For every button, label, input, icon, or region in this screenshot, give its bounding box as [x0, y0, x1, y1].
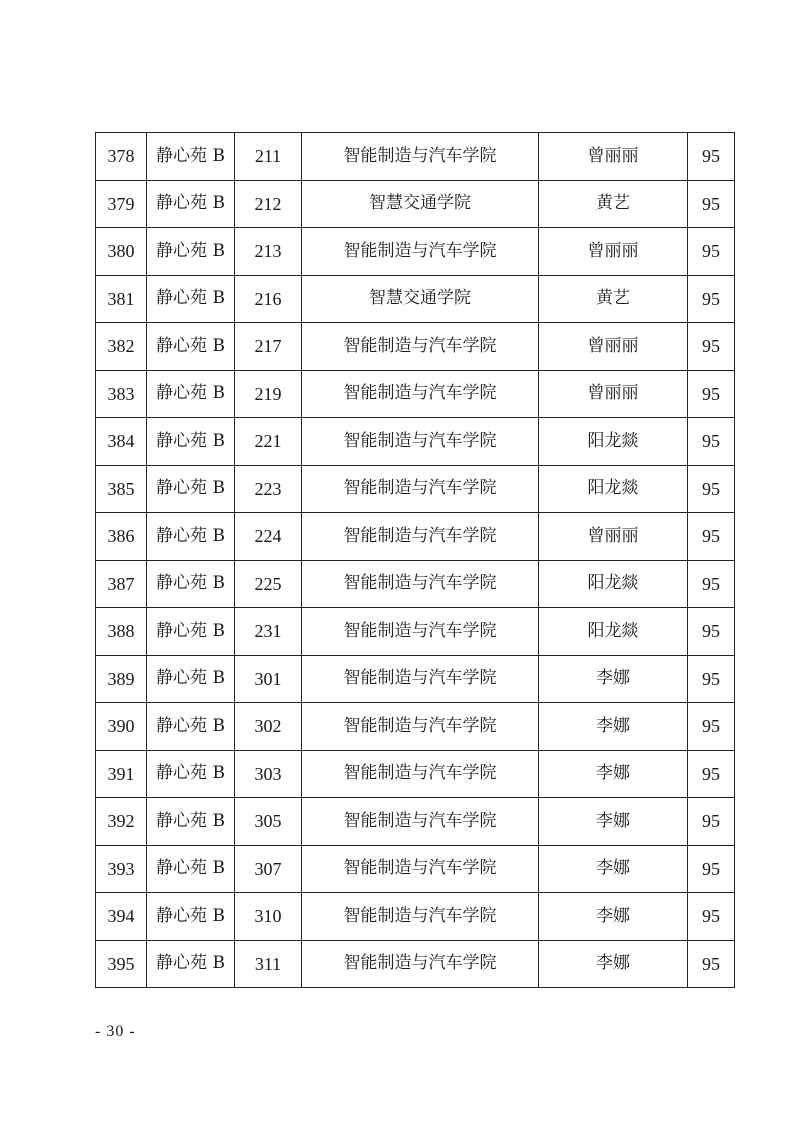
cell-serial-number: 395 — [96, 940, 147, 988]
cell-serial-number: 387 — [96, 560, 147, 608]
cell-score: 95 — [688, 608, 735, 656]
cell-room-number: 225 — [235, 560, 302, 608]
table-row — [96, 228, 735, 276]
table-row — [96, 513, 735, 561]
table-row — [96, 798, 735, 846]
cell-person-in-charge: 黄艺 — [539, 180, 688, 228]
cell-serial-number: 392 — [96, 798, 147, 846]
table-row — [96, 940, 735, 988]
table-row — [96, 750, 735, 798]
cell-serial-number: 384 — [96, 418, 147, 466]
cell-score: 95 — [688, 418, 735, 466]
cell-building: 静心苑 B — [147, 845, 235, 893]
table-row — [96, 180, 735, 228]
cell-college: 智能制造与汽车学院 — [302, 513, 539, 561]
cell-score: 95 — [688, 893, 735, 941]
cell-score: 95 — [688, 750, 735, 798]
cell-serial-number: 382 — [96, 323, 147, 371]
cell-college: 智能制造与汽车学院 — [302, 323, 539, 371]
table-row — [96, 275, 735, 323]
cell-building: 静心苑 B — [147, 513, 235, 561]
cell-building: 静心苑 B — [147, 465, 235, 513]
cell-person-in-charge: 曾丽丽 — [539, 513, 688, 561]
table-row — [96, 845, 735, 893]
cell-college: 智能制造与汽车学院 — [302, 133, 539, 181]
cell-building: 静心苑 B — [147, 703, 235, 751]
cell-person-in-charge: 李娜 — [539, 940, 688, 988]
cell-building: 静心苑 B — [147, 133, 235, 181]
cell-score: 95 — [688, 655, 735, 703]
cell-room-number: 216 — [235, 275, 302, 323]
cell-person-in-charge: 曾丽丽 — [539, 228, 688, 276]
cell-serial-number: 381 — [96, 275, 147, 323]
cell-college: 智能制造与汽车学院 — [302, 893, 539, 941]
cell-room-number: 301 — [235, 655, 302, 703]
cell-building: 静心苑 B — [147, 655, 235, 703]
cell-person-in-charge: 阳龙燚 — [539, 418, 688, 466]
cell-person-in-charge: 李娜 — [539, 750, 688, 798]
cell-score: 95 — [688, 465, 735, 513]
cell-college: 智能制造与汽车学院 — [302, 608, 539, 656]
cell-score: 95 — [688, 703, 735, 751]
dormitory-score-table — [95, 132, 735, 988]
cell-college: 智能制造与汽车学院 — [302, 228, 539, 276]
cell-score: 95 — [688, 180, 735, 228]
cell-person-in-charge: 曾丽丽 — [539, 323, 688, 371]
cell-college: 智能制造与汽车学院 — [302, 465, 539, 513]
table-row — [96, 703, 735, 751]
cell-score: 95 — [688, 940, 735, 988]
cell-serial-number: 393 — [96, 845, 147, 893]
cell-serial-number: 391 — [96, 750, 147, 798]
cell-serial-number: 379 — [96, 180, 147, 228]
cell-room-number: 231 — [235, 608, 302, 656]
table-row — [96, 893, 735, 941]
table-row — [96, 418, 735, 466]
cell-room-number: 310 — [235, 893, 302, 941]
cell-building: 静心苑 B — [147, 798, 235, 846]
cell-person-in-charge: 李娜 — [539, 703, 688, 751]
cell-room-number: 305 — [235, 798, 302, 846]
cell-serial-number: 386 — [96, 513, 147, 561]
cell-person-in-charge: 李娜 — [539, 893, 688, 941]
cell-building: 静心苑 B — [147, 750, 235, 798]
cell-score: 95 — [688, 845, 735, 893]
cell-room-number: 221 — [235, 418, 302, 466]
cell-college: 智能制造与汽车学院 — [302, 418, 539, 466]
cell-person-in-charge: 曾丽丽 — [539, 133, 688, 181]
cell-room-number: 303 — [235, 750, 302, 798]
cell-college: 智能制造与汽车学院 — [302, 845, 539, 893]
table-row — [96, 465, 735, 513]
cell-room-number: 223 — [235, 465, 302, 513]
table-row — [96, 655, 735, 703]
cell-room-number: 307 — [235, 845, 302, 893]
cell-score: 95 — [688, 133, 735, 181]
cell-building: 静心苑 B — [147, 608, 235, 656]
cell-college: 智能制造与汽车学院 — [302, 370, 539, 418]
cell-college: 智慧交通学院 — [302, 275, 539, 323]
cell-serial-number: 389 — [96, 655, 147, 703]
cell-serial-number: 383 — [96, 370, 147, 418]
cell-college: 智能制造与汽车学院 — [302, 750, 539, 798]
cell-room-number: 219 — [235, 370, 302, 418]
cell-person-in-charge: 李娜 — [539, 845, 688, 893]
cell-serial-number: 378 — [96, 133, 147, 181]
cell-score: 95 — [688, 560, 735, 608]
cell-person-in-charge: 阳龙燚 — [539, 560, 688, 608]
cell-person-in-charge: 阳龙燚 — [539, 465, 688, 513]
table-row — [96, 560, 735, 608]
cell-building: 静心苑 B — [147, 323, 235, 371]
cell-room-number: 311 — [235, 940, 302, 988]
cell-room-number: 212 — [235, 180, 302, 228]
cell-college: 智能制造与汽车学院 — [302, 703, 539, 751]
cell-serial-number: 385 — [96, 465, 147, 513]
page-number: - 30 - — [95, 1023, 136, 1040]
cell-score: 95 — [688, 798, 735, 846]
cell-college: 智能制造与汽车学院 — [302, 940, 539, 988]
cell-building: 静心苑 B — [147, 418, 235, 466]
cell-person-in-charge: 曾丽丽 — [539, 370, 688, 418]
cell-score: 95 — [688, 370, 735, 418]
table-body — [96, 133, 735, 988]
cell-building: 静心苑 B — [147, 560, 235, 608]
cell-building: 静心苑 B — [147, 180, 235, 228]
cell-room-number: 213 — [235, 228, 302, 276]
cell-college: 智能制造与汽车学院 — [302, 560, 539, 608]
cell-serial-number: 390 — [96, 703, 147, 751]
table-row — [96, 370, 735, 418]
table-row — [96, 608, 735, 656]
cell-room-number: 302 — [235, 703, 302, 751]
cell-college: 智能制造与汽车学院 — [302, 655, 539, 703]
cell-college: 智能制造与汽车学院 — [302, 798, 539, 846]
cell-building: 静心苑 B — [147, 940, 235, 988]
cell-person-in-charge: 黄艺 — [539, 275, 688, 323]
cell-person-in-charge: 李娜 — [539, 798, 688, 846]
cell-score: 95 — [688, 323, 735, 371]
table-row — [96, 133, 735, 181]
table-row — [96, 323, 735, 371]
cell-building: 静心苑 B — [147, 228, 235, 276]
cell-person-in-charge: 阳龙燚 — [539, 608, 688, 656]
cell-building: 静心苑 B — [147, 370, 235, 418]
cell-score: 95 — [688, 275, 735, 323]
cell-room-number: 211 — [235, 133, 302, 181]
cell-building: 静心苑 B — [147, 893, 235, 941]
cell-score: 95 — [688, 513, 735, 561]
cell-room-number: 224 — [235, 513, 302, 561]
cell-person-in-charge: 李娜 — [539, 655, 688, 703]
cell-score: 95 — [688, 228, 735, 276]
cell-college: 智慧交通学院 — [302, 180, 539, 228]
cell-room-number: 217 — [235, 323, 302, 371]
cell-building: 静心苑 B — [147, 275, 235, 323]
cell-serial-number: 394 — [96, 893, 147, 941]
cell-serial-number: 380 — [96, 228, 147, 276]
cell-serial-number: 388 — [96, 608, 147, 656]
